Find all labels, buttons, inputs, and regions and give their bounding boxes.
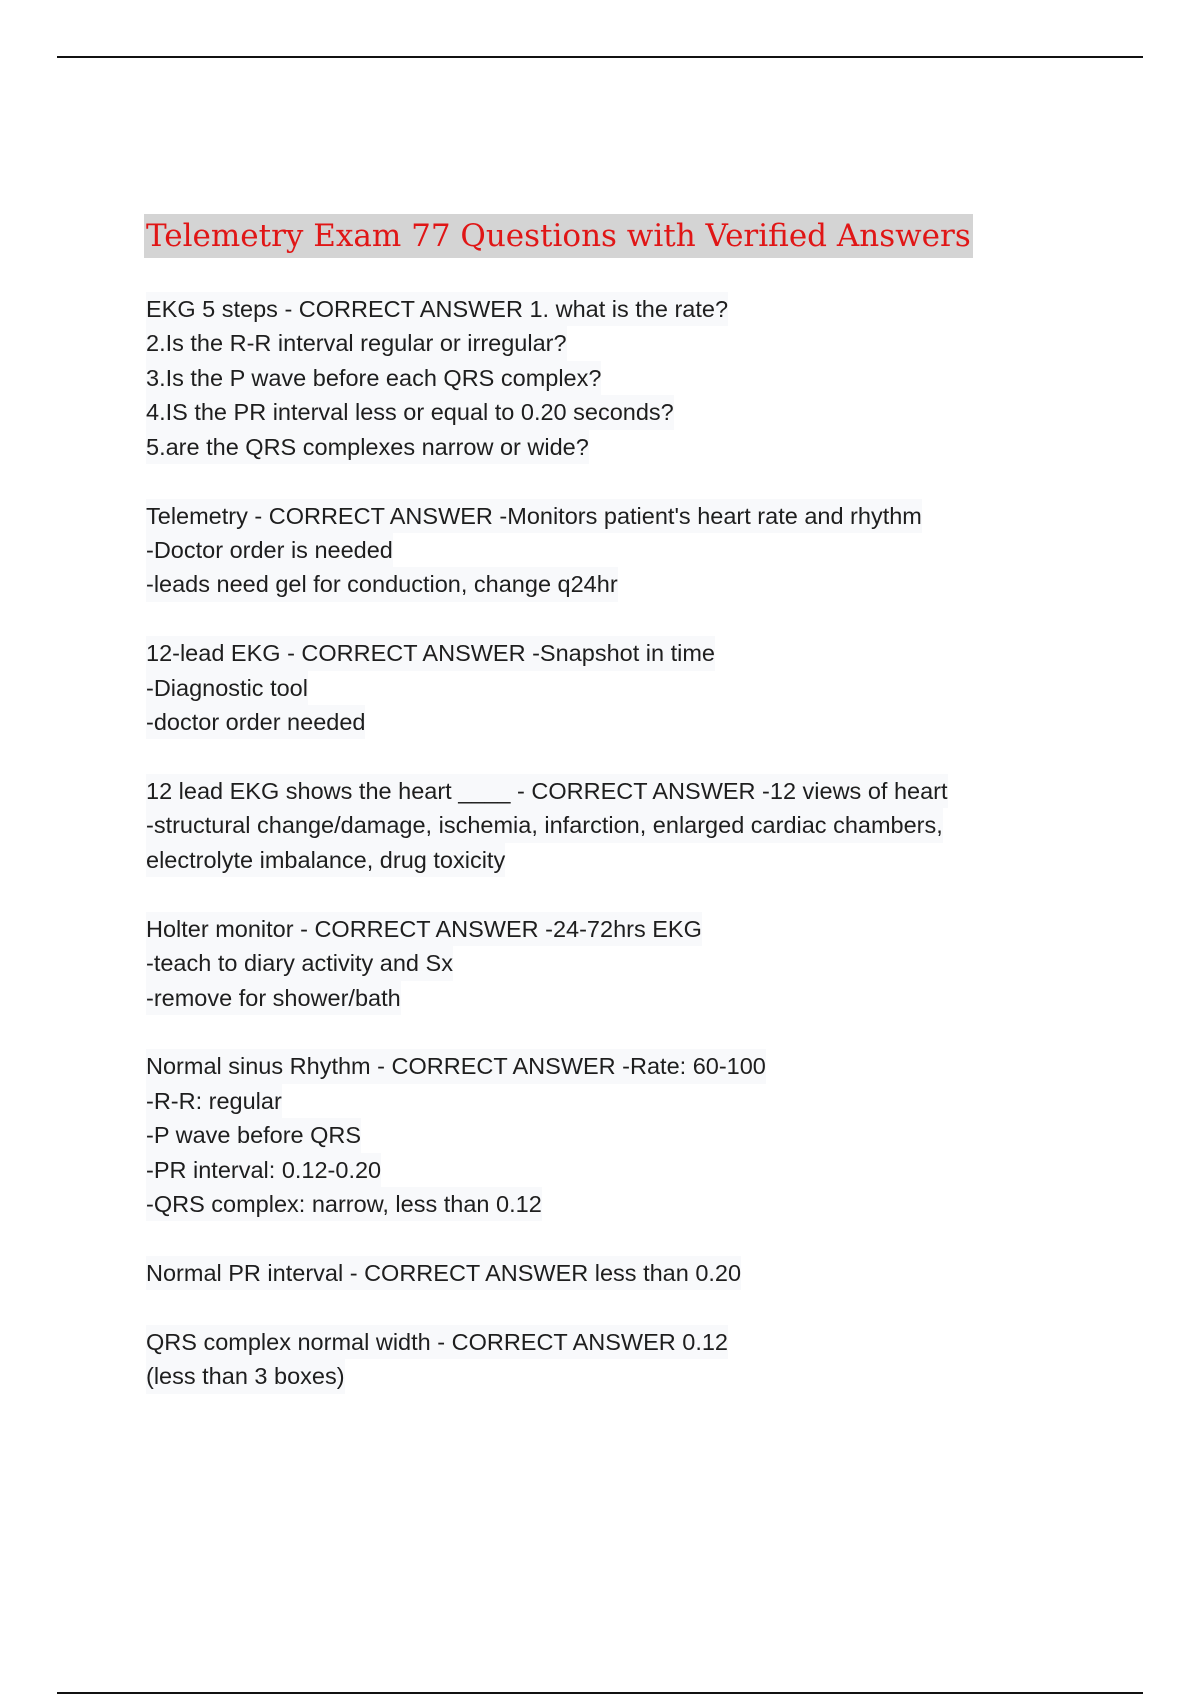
header-rule: [57, 56, 1143, 58]
qa-line: Normal sinus Rhythm - CORRECT ANSWER -Rate: 60-100: [146, 1049, 766, 1083]
qa-line: Normal PR interval - CORRECT ANSWER less than 0.20: [146, 1256, 741, 1290]
qa-line: 4.IS the PR interval less or equal to 0.20 seconds?: [146, 395, 674, 429]
qa-line: -PR interval: 0.12-0.20: [146, 1153, 381, 1187]
footer-rule: [57, 1692, 1143, 1694]
qa-block-normal-sinus-rhythm: [146, 1049, 1106, 1221]
qa-block-ekg-5-steps: [146, 292, 1106, 464]
qa-line: EKG 5 steps - CORRECT ANSWER 1. what is the rate?: [146, 292, 728, 326]
qa-line: 2.Is the R-R interval regular or irregular?: [146, 326, 567, 360]
qa-line: -doctor order needed: [146, 705, 365, 739]
qa-line: (less than 3 boxes): [146, 1359, 345, 1393]
qa-line: -leads need gel for conduction, change q24hr: [146, 567, 618, 601]
qa-line: electrolyte imbalance, drug toxicity: [146, 843, 505, 877]
qa-line: -QRS complex: narrow, less than 0.12: [146, 1187, 542, 1221]
qa-line: 12 lead EKG shows the heart ____ - CORRECT ANSWER -12 views of heart: [146, 774, 948, 808]
qa-block-12-lead-shows: [146, 774, 1106, 877]
qa-line: 5.are the QRS complexes narrow or wide?: [146, 430, 589, 464]
document-body: [146, 214, 1106, 1428]
qa-line: -P wave before QRS: [146, 1118, 361, 1152]
qa-line: -remove for shower/bath: [146, 981, 401, 1015]
qa-line: -Doctor order is needed: [146, 533, 393, 567]
qa-block-normal-pr-interval: [146, 1256, 1106, 1290]
qa-line: 3.Is the P wave before each QRS complex?: [146, 361, 601, 395]
qa-line: -structural change/damage, ischemia, infarction, enlarged cardiac chambers,: [146, 808, 943, 842]
qa-block-qrs-width: [146, 1325, 1106, 1394]
qa-line: Holter monitor - CORRECT ANSWER -24-72hrs EKG: [146, 912, 702, 946]
qa-block-holter-monitor: [146, 912, 1106, 1015]
qa-block-telemetry: [146, 499, 1106, 602]
qa-line: -Diagnostic tool: [146, 671, 308, 705]
qa-line: -teach to diary activity and Sx: [146, 946, 453, 980]
qa-block-12-lead-ekg: [146, 636, 1106, 739]
qa-line: QRS complex normal width - CORRECT ANSWER 0.12: [146, 1325, 728, 1359]
qa-line: -R-R: regular: [146, 1084, 282, 1118]
qa-line: Telemetry - CORRECT ANSWER -Monitors patient's heart rate and rhythm: [146, 499, 922, 533]
document-title: Telemetry Exam 77 Questions with Verified Answers: [144, 214, 973, 258]
qa-line: 12-lead EKG - CORRECT ANSWER -Snapshot in time: [146, 636, 715, 670]
